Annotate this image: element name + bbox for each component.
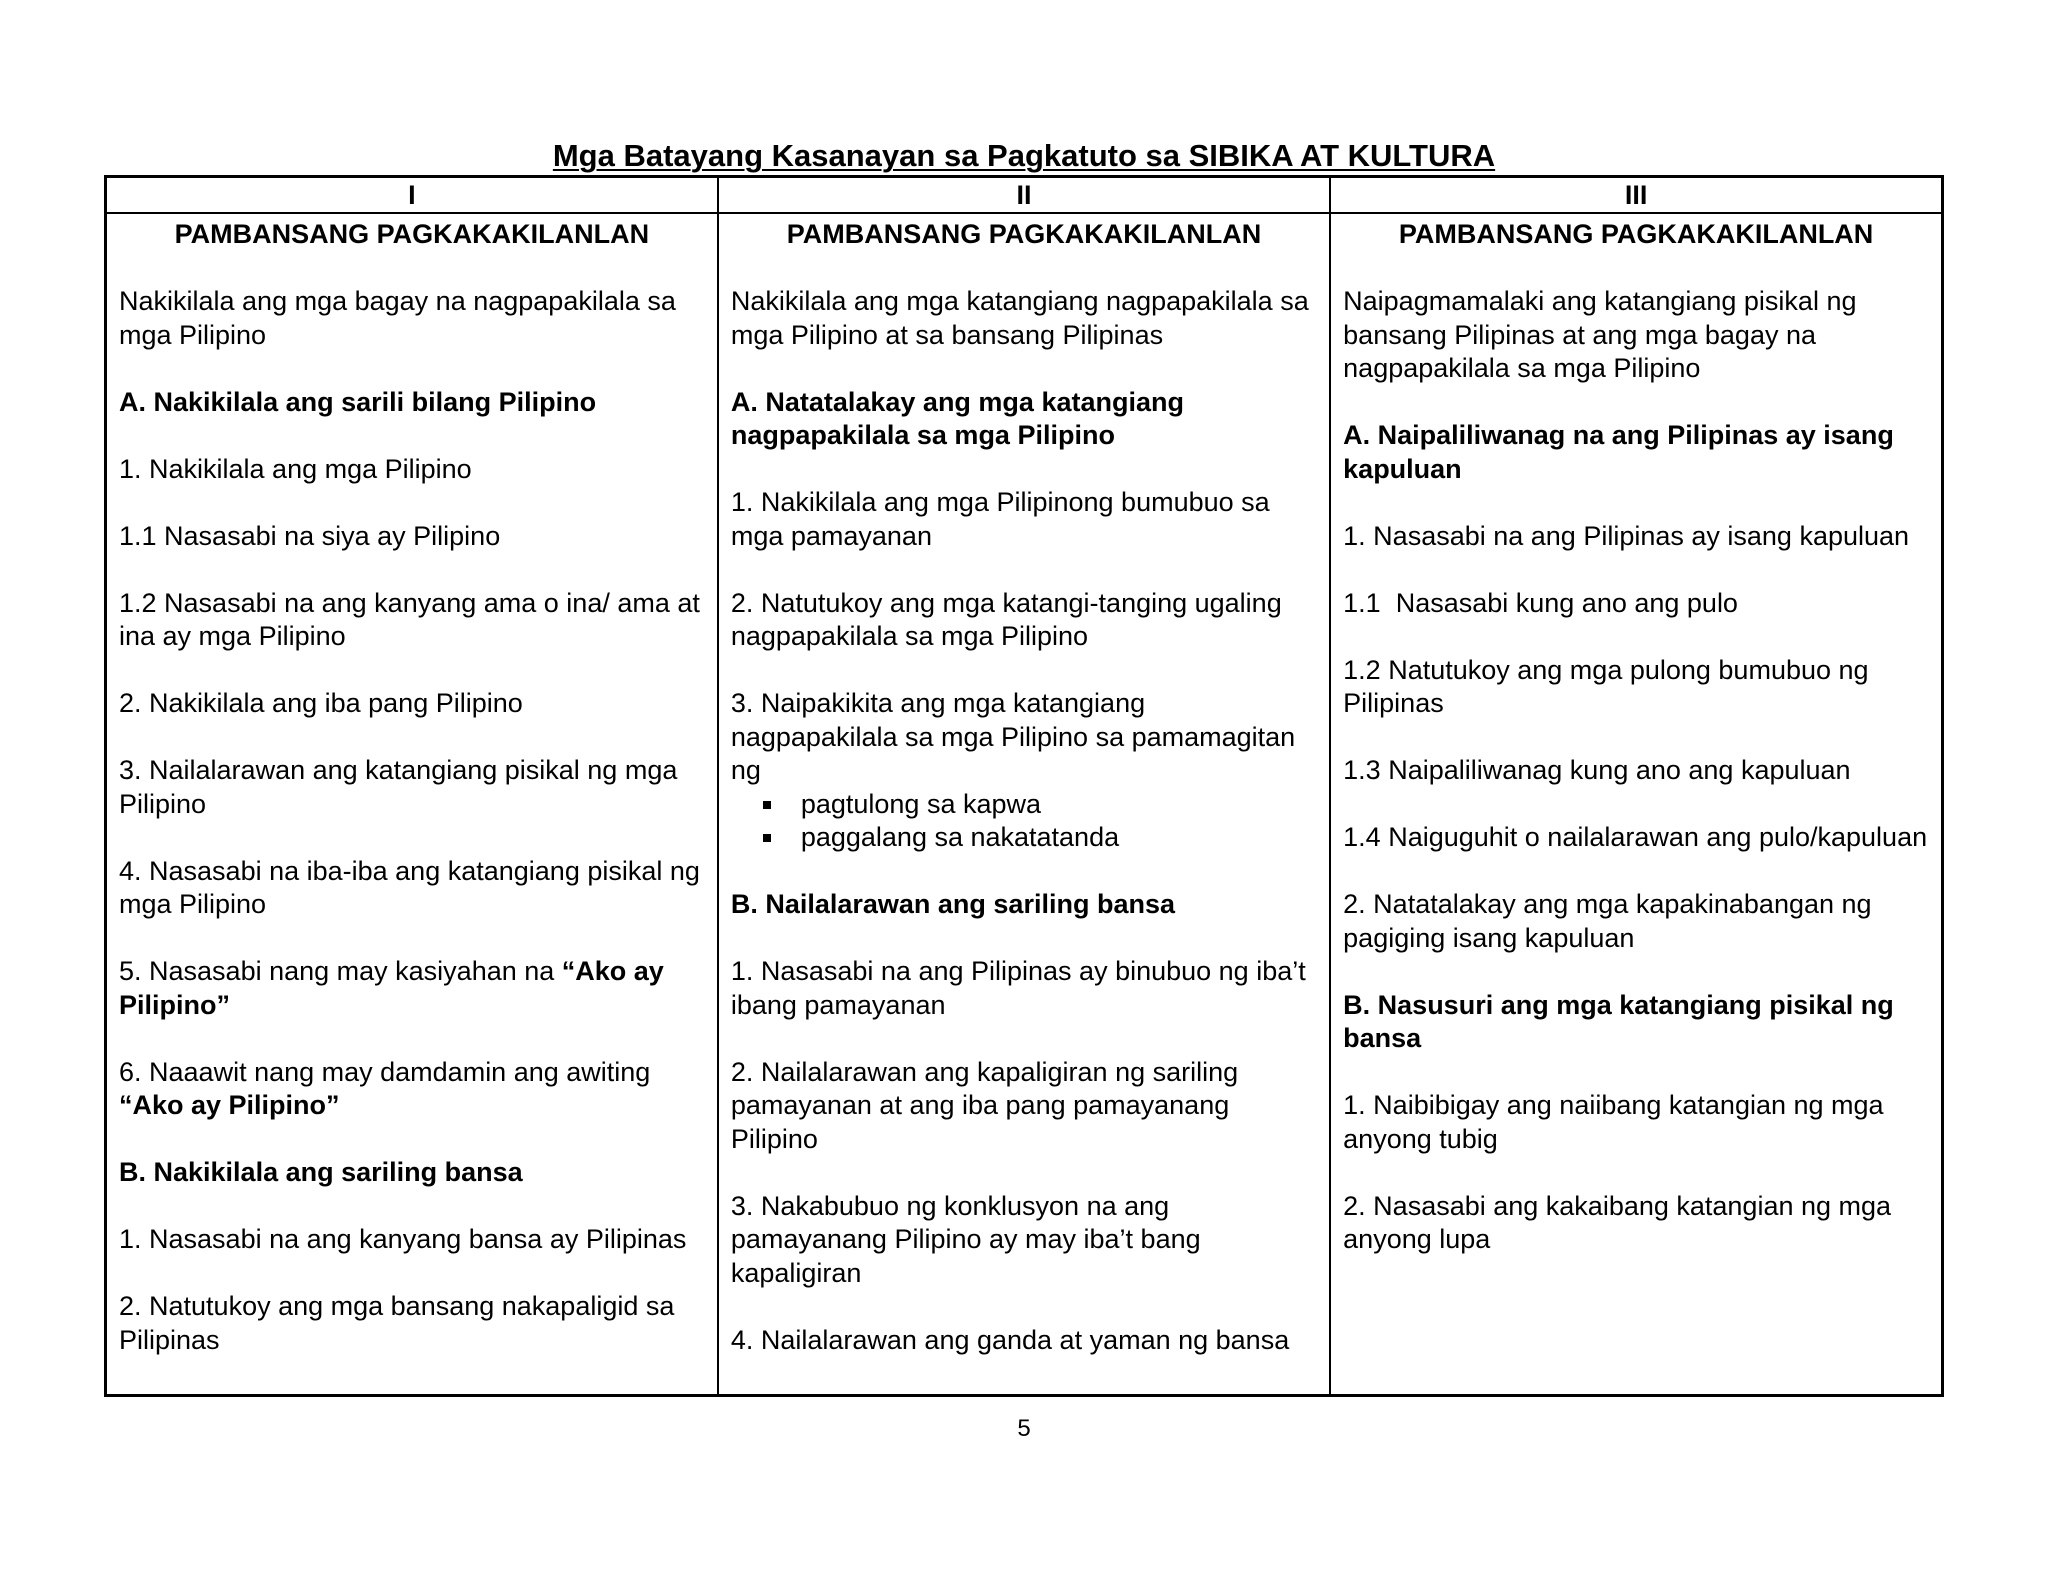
competency-section: A. Naipaliliwanag na ang Pilipinas ay isang kapuluan (1343, 420, 1894, 484)
page-title: Mga Batayang Kasanayan sa Pagkatuto sa SIBIKA AT KULTURA (552, 138, 1496, 173)
competency-section: B. Nailalarawan ang sariling bansa (730, 889, 1175, 919)
competency-item: 1.3 Naipaliliwanag kung ano ang kapuluan (1343, 755, 1851, 785)
competency-item: 1.2 Nasasabi na ang kanyang ama o ina/ ama at ina ay mga Pilipino (119, 587, 700, 651)
competency-item: 2. Natutukoy ang mga katangi-tanging ugaling nagpapakilala sa mga Pilipino (730, 587, 1282, 651)
competency-intro: Nakikilala ang mga katangiang nagpapakilala sa mga Pilipino at sa bansang Pilipinas (730, 286, 1309, 350)
competency-item: 1.1 Nasasabi na siya ay Pilipino (119, 520, 501, 551)
competency-section: B. Nasusuri ang mga katangiang pisikal ng bansa (1343, 989, 1894, 1053)
competency-section: B. Nakikilala ang sariling bansa (119, 1157, 523, 1187)
competency-item: 1. Naibibigay ang naiibang katangian ng mga anyong tubig (1343, 1090, 1884, 1154)
competency-item-emphasis: “Ako ay Pilipino” (119, 956, 664, 1020)
competency-item-text: 6. Naaawit nang may damdamin ang awiting (119, 1056, 651, 1087)
bullet-item (731, 821, 1317, 855)
competency-section: A. Nakikilala ang sarili bilang Pilipino (119, 386, 597, 417)
column-i (106, 213, 718, 1396)
competency-intro: Naipagmamalaki ang katangiang pisikal ng bansang Pilipinas at ang mga bagay na nagpapakilala sa mga Pilipino (1343, 286, 1857, 383)
column-heading: PAMBANSANG PAGKAKAKILANLAN (786, 219, 1262, 249)
column-numeral-iii: III (1330, 177, 1942, 214)
competency-item: 3. Nailalarawan ang katangiang pisikal ng mga Pilipino (119, 755, 678, 819)
competency-item (731, 687, 1317, 855)
column-numeral-row (106, 177, 1943, 214)
curriculum-table (104, 175, 1944, 1397)
competency-item: 4. Nailalarawan ang ganda at yaman ng bansa (730, 1324, 1290, 1355)
column-heading: PAMBANSANG PAGKAKAKILANLAN (1398, 219, 1874, 249)
competency-item (119, 955, 705, 1022)
competency-item: 1.4 Naiguguhit o nailalarawan ang pulo/kapuluan (1343, 822, 1928, 852)
competency-item: 1.2 Natutukoy ang mga pulong bumubuo ng Pilipinas (1343, 654, 1869, 718)
column-heading: PAMBANSANG PAGKAKAKILANLAN (174, 219, 650, 249)
column-numeral-i: I (106, 177, 718, 214)
competency-item: 2. Natatalakay ang mga kapakinabangan ng pagiging isang kapuluan (1343, 889, 1872, 953)
competency-item: 3. Nakabubuo ng konklusyon na ang pamayanang Pilipino ay may iba’t bang kapaligiran (730, 1190, 1201, 1288)
competency-item-text: 3. Naipakikita ang mga katangiang nagpapakilala sa mga Pilipino sa pamamagitan ng (730, 688, 1296, 785)
bullet-item-text: paggalang sa nakatatanda (800, 822, 1120, 852)
competency-item: 2. Natutukoy ang mga bansang nakapaligid sa Pilipinas (119, 1291, 675, 1355)
square-bullet-icon (763, 834, 771, 842)
bullet-list (731, 788, 1317, 855)
competency-section: A. Natatalakay ang mga katangiang nagpapakilala sa mga Pilipino (730, 386, 1184, 450)
competency-item: 1. Nasasabi na ang Pilipinas ay isang kapuluan (1343, 520, 1910, 551)
competency-item: 2. Nasasabi ang kakaibang katangian ng mga anyong lupa (1343, 1190, 1892, 1254)
competency-item: 1. Nakikilala ang mga Pilipinong bumubuo sa mga pamayanan (730, 487, 1270, 551)
column-ii (718, 213, 1330, 1396)
competency-item: 4. Nasasabi na iba-iba ang katangiang pisikal ng mga Pilipino (119, 855, 700, 919)
column-iii (1330, 213, 1942, 1396)
page-number: 5 (1017, 1415, 1031, 1442)
competency-item: 2. Nailalarawan ang kapaligiran ng sariling pamayanan at ang iba pang pamayanang Pilipino (730, 1056, 1239, 1154)
competency-item (119, 1056, 705, 1123)
competency-item-text: 5. Nasasabi nang may kasiyahan na (119, 956, 562, 986)
competency-item: 1.1 Nasasabi kung ano ang pulo (1343, 587, 1738, 618)
column-numeral-ii: II (718, 177, 1330, 214)
competency-item: 2. Nakikilala ang iba pang Pilipino (119, 688, 523, 718)
bullet-item (731, 788, 1317, 822)
competency-item: 1. Nasasabi na ang kanyang bansa ay Pilipinas (119, 1224, 687, 1254)
competency-item: 1. Nakikilala ang mga Pilipino (119, 453, 472, 484)
competency-intro: Nakikilala ang mga bagay na nagpapakilala sa mga Pilipino (119, 286, 676, 350)
content-row (106, 213, 1943, 1396)
competency-item: 1. Nasasabi na ang Pilipinas ay binubuo ng iba’t ibang pamayanan (730, 956, 1306, 1020)
square-bullet-icon (763, 801, 771, 809)
bullet-item-text: pagtulong sa kapwa (800, 788, 1042, 819)
competency-item-emphasis: “Ako ay Pilipino” (119, 1090, 340, 1120)
